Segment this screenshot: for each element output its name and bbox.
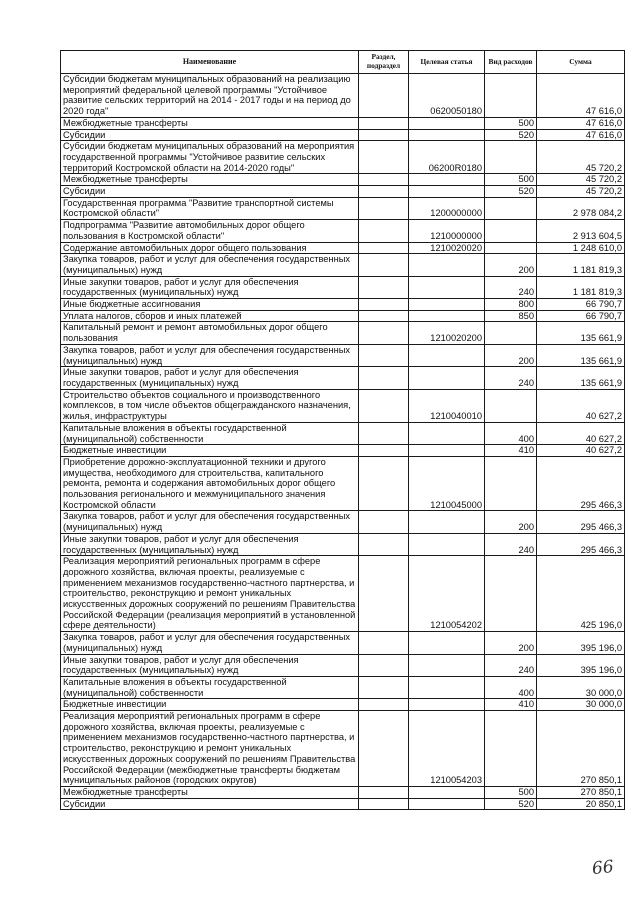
table-row <box>61 129 625 141</box>
cell-type: 400 <box>485 422 537 444</box>
table-row <box>61 456 625 511</box>
table-row <box>61 445 625 457</box>
cell-section <box>359 299 409 311</box>
table-row <box>61 676 625 698</box>
cell-section <box>359 445 409 457</box>
cell-target <box>409 654 485 676</box>
cell-type: 520 <box>485 129 537 141</box>
cell-target <box>409 422 485 444</box>
cell-target: 1210020020 <box>409 242 485 254</box>
table-row <box>61 254 625 276</box>
cell-sum: 270 850,1 <box>537 711 625 787</box>
table-row <box>61 186 625 198</box>
table-row <box>61 344 625 366</box>
table-row <box>61 556 625 632</box>
table-row <box>61 787 625 799</box>
cell-name: Закупка товаров, работ и услуг для обеспечения государственных (муниципальных) нужд <box>61 344 359 366</box>
cell-name: Субсидии бюджетам муниципальных образований на мероприятия государственной программы "Устойчивое развитие сельских территорий Костромской области на 2014-2020 годы" <box>61 141 359 174</box>
cell-target <box>409 511 485 533</box>
table-row <box>61 389 625 422</box>
cell-name: Капитальный ремонт и ремонт автомобильных дорог общего пользования <box>61 322 359 344</box>
cell-sum: 270 850,1 <box>537 787 625 799</box>
cell-target <box>409 299 485 311</box>
cell-sum: 395 196,0 <box>537 632 625 654</box>
cell-type: 200 <box>485 632 537 654</box>
cell-name: Закупка товаров, работ и услуг для обеспечения государственных (муниципальных) нужд <box>61 511 359 533</box>
cell-name: Реализация мероприятий региональных программ в сфере дорожного хозяйства, включая проекты, реализуемые с применением механизмов государственно-частного партнерства, и строительство, реконструкцию и ремонт уникальных искусственных дорожных сооружений по решениям Правительства Российской Федерации (межбюджетные трансферты бюджетам муниципальных районов (городских округов) <box>61 711 359 787</box>
table-body <box>61 74 625 810</box>
table-row <box>61 197 625 219</box>
cell-name: Приобретение дорожно-эксплуатационной техники и другого имущества, необходимого для строительства, капитального ремонта, ремонта и содержания автомобильных дорог общего пользования регионального и межмуниципального значения Костромской области <box>61 456 359 511</box>
table-row <box>61 367 625 389</box>
cell-name: Межбюджетные трансферты <box>61 117 359 129</box>
table-row <box>61 74 625 118</box>
table-row <box>61 654 625 676</box>
header-sum: Сумма <box>537 51 625 74</box>
cell-sum: 295 466,3 <box>537 511 625 533</box>
header-type: Вид расходов <box>485 51 537 74</box>
cell-sum: 20 850,1 <box>537 798 625 810</box>
page-number: 66 <box>591 856 615 880</box>
cell-sum: 66 790,7 <box>537 310 625 322</box>
table-row <box>61 117 625 129</box>
table-row <box>61 711 625 787</box>
cell-target <box>409 632 485 654</box>
cell-sum: 425 196,0 <box>537 556 625 632</box>
cell-type <box>485 220 537 242</box>
table-row <box>61 533 625 555</box>
cell-type <box>485 242 537 254</box>
cell-name: Субсидии <box>61 186 359 198</box>
cell-section <box>359 322 409 344</box>
cell-type <box>485 556 537 632</box>
cell-target <box>409 174 485 186</box>
cell-target: 1210000000 <box>409 220 485 242</box>
cell-type: 500 <box>485 174 537 186</box>
cell-type <box>485 74 537 118</box>
cell-section <box>359 254 409 276</box>
table-header-row <box>61 51 625 74</box>
cell-type: 200 <box>485 254 537 276</box>
cell-section <box>359 197 409 219</box>
table-row <box>61 310 625 322</box>
table-row <box>61 632 625 654</box>
cell-name: Субсидии <box>61 129 359 141</box>
table-row <box>61 276 625 298</box>
cell-target <box>409 129 485 141</box>
cell-type: 240 <box>485 533 537 555</box>
table-row <box>61 798 625 810</box>
cell-target <box>409 787 485 799</box>
cell-type: 400 <box>485 676 537 698</box>
cell-target: 1210020200 <box>409 322 485 344</box>
cell-section <box>359 344 409 366</box>
cell-section <box>359 220 409 242</box>
cell-target <box>409 676 485 698</box>
budget-table <box>60 50 625 810</box>
cell-section <box>359 798 409 810</box>
cell-target <box>409 254 485 276</box>
cell-sum: 47 616,0 <box>537 74 625 118</box>
cell-target <box>409 276 485 298</box>
cell-type: 240 <box>485 276 537 298</box>
cell-section <box>359 456 409 511</box>
table-row <box>61 242 625 254</box>
cell-type: 200 <box>485 344 537 366</box>
cell-section <box>359 129 409 141</box>
cell-type <box>485 389 537 422</box>
cell-sum: 45 720,2 <box>537 141 625 174</box>
cell-target <box>409 186 485 198</box>
cell-sum: 40 627,2 <box>537 445 625 457</box>
cell-sum: 30 000,0 <box>537 676 625 698</box>
cell-name: Закупка товаров, работ и услуг для обеспечения государственных (муниципальных) нужд <box>61 254 359 276</box>
cell-sum: 295 466,3 <box>537 456 625 511</box>
cell-target: 1210054202 <box>409 556 485 632</box>
cell-type: 410 <box>485 445 537 457</box>
cell-target: 1210045000 <box>409 456 485 511</box>
cell-target: 1200000000 <box>409 197 485 219</box>
cell-section <box>359 711 409 787</box>
cell-section <box>359 242 409 254</box>
cell-name: Иные закупки товаров, работ и услуг для обеспечения государственных (муниципальных) нужд <box>61 533 359 555</box>
cell-type <box>485 197 537 219</box>
cell-name: Субсидии бюджетам муниципальных образований на реализацию мероприятий федеральной целевой программы "Устойчивое развитие сельских территорий на 2014 - 2017 годы и на период до 2020 года" <box>61 74 359 118</box>
cell-name: Капитальные вложения в объекты государственной (муниципальной) собственности <box>61 422 359 444</box>
cell-section <box>359 174 409 186</box>
cell-target <box>409 445 485 457</box>
table-row <box>61 174 625 186</box>
header-section: Раздел, подраздел <box>359 51 409 74</box>
cell-type <box>485 141 537 174</box>
table-row <box>61 322 625 344</box>
cell-name: Государственная программа "Развитие транспортной системы Костромской области" <box>61 197 359 219</box>
header-target: Целевая статья <box>409 51 485 74</box>
cell-sum: 135 661,9 <box>537 367 625 389</box>
cell-sum: 135 661,9 <box>537 322 625 344</box>
cell-section <box>359 676 409 698</box>
cell-type <box>485 711 537 787</box>
cell-section <box>359 367 409 389</box>
cell-section <box>359 654 409 676</box>
cell-section <box>359 310 409 322</box>
cell-sum: 30 000,0 <box>537 699 625 711</box>
cell-sum: 295 466,3 <box>537 533 625 555</box>
cell-sum: 66 790,7 <box>537 299 625 311</box>
cell-target <box>409 310 485 322</box>
cell-section <box>359 74 409 118</box>
cell-name: Строительство объектов социального и производственного комплексов, в том числе объектов общегражданского назначения, жилья, инфраструктуры <box>61 389 359 422</box>
cell-type: 500 <box>485 787 537 799</box>
table-row <box>61 220 625 242</box>
cell-target: 1210040010 <box>409 389 485 422</box>
cell-type: 850 <box>485 310 537 322</box>
cell-target <box>409 344 485 366</box>
cell-type <box>485 322 537 344</box>
cell-section <box>359 141 409 174</box>
cell-sum: 45 720,2 <box>537 186 625 198</box>
cell-type: 240 <box>485 367 537 389</box>
cell-section <box>359 632 409 654</box>
cell-sum: 40 627,2 <box>537 422 625 444</box>
cell-name: Подпрограмма "Развитие автомобильных дорог общего пользования в Костромской области" <box>61 220 359 242</box>
table-row <box>61 422 625 444</box>
cell-name: Иные закупки товаров, работ и услуг для обеспечения государственных (муниципальных) нужд <box>61 367 359 389</box>
cell-section <box>359 186 409 198</box>
cell-section <box>359 511 409 533</box>
header-name: Наименование <box>61 51 359 74</box>
cell-target: 06200R0180 <box>409 141 485 174</box>
cell-section <box>359 117 409 129</box>
cell-type: 520 <box>485 186 537 198</box>
cell-name: Иные закупки товаров, работ и услуг для обеспечения государственных (муниципальных) нужд <box>61 276 359 298</box>
cell-name: Субсидии <box>61 798 359 810</box>
cell-target <box>409 367 485 389</box>
cell-target <box>409 117 485 129</box>
cell-type: 410 <box>485 699 537 711</box>
cell-section <box>359 422 409 444</box>
cell-type: 800 <box>485 299 537 311</box>
cell-section <box>359 787 409 799</box>
cell-name: Закупка товаров, работ и услуг для обеспечения государственных (муниципальных) нужд <box>61 632 359 654</box>
cell-section <box>359 556 409 632</box>
cell-name: Бюджетные инвестиции <box>61 699 359 711</box>
cell-sum: 1 181 819,3 <box>537 254 625 276</box>
cell-target: 1210054203 <box>409 711 485 787</box>
cell-name: Капитальные вложения в объекты государственной (муниципальной) собственности <box>61 676 359 698</box>
cell-sum: 47 616,0 <box>537 117 625 129</box>
cell-name: Уплата налогов, сборов и иных платежей <box>61 310 359 322</box>
cell-name: Межбюджетные трансферты <box>61 174 359 186</box>
cell-section <box>359 533 409 555</box>
cell-sum: 1 248 610,0 <box>537 242 625 254</box>
cell-name: Иные бюджетные ассигнования <box>61 299 359 311</box>
cell-sum: 395 196,0 <box>537 654 625 676</box>
cell-target: 0620050180 <box>409 74 485 118</box>
table-row <box>61 141 625 174</box>
cell-type: 200 <box>485 511 537 533</box>
table-row <box>61 299 625 311</box>
cell-sum: 47 616,0 <box>537 129 625 141</box>
cell-section <box>359 276 409 298</box>
table-row <box>61 699 625 711</box>
cell-type: 240 <box>485 654 537 676</box>
cell-target <box>409 798 485 810</box>
cell-name: Межбюджетные трансферты <box>61 787 359 799</box>
cell-section <box>359 699 409 711</box>
cell-sum: 135 661,9 <box>537 344 625 366</box>
cell-target <box>409 699 485 711</box>
cell-type: 500 <box>485 117 537 129</box>
table-row <box>61 511 625 533</box>
cell-name: Содержание автомобильных дорог общего пользования <box>61 242 359 254</box>
cell-name: Реализация мероприятий региональных программ в сфере дорожного хозяйства, включая проекты, реализуемые с применением механизмов государственно-частного партнерства, и строительство, реконструкцию и ремонт уникальных искусственных дорожных сооружений по решениям Правительства Российской Федерации (реализация мероприятий в установленной сфере деятельности) <box>61 556 359 632</box>
cell-sum: 40 627,2 <box>537 389 625 422</box>
cell-sum: 1 181 819,3 <box>537 276 625 298</box>
cell-type <box>485 456 537 511</box>
cell-sum: 2 978 084,2 <box>537 197 625 219</box>
cell-type: 520 <box>485 798 537 810</box>
cell-sum: 45 720,2 <box>537 174 625 186</box>
cell-target <box>409 533 485 555</box>
cell-sum: 2 913 604,5 <box>537 220 625 242</box>
cell-name: Бюджетные инвестиции <box>61 445 359 457</box>
cell-section <box>359 389 409 422</box>
cell-name: Иные закупки товаров, работ и услуг для обеспечения государственных (муниципальных) нужд <box>61 654 359 676</box>
